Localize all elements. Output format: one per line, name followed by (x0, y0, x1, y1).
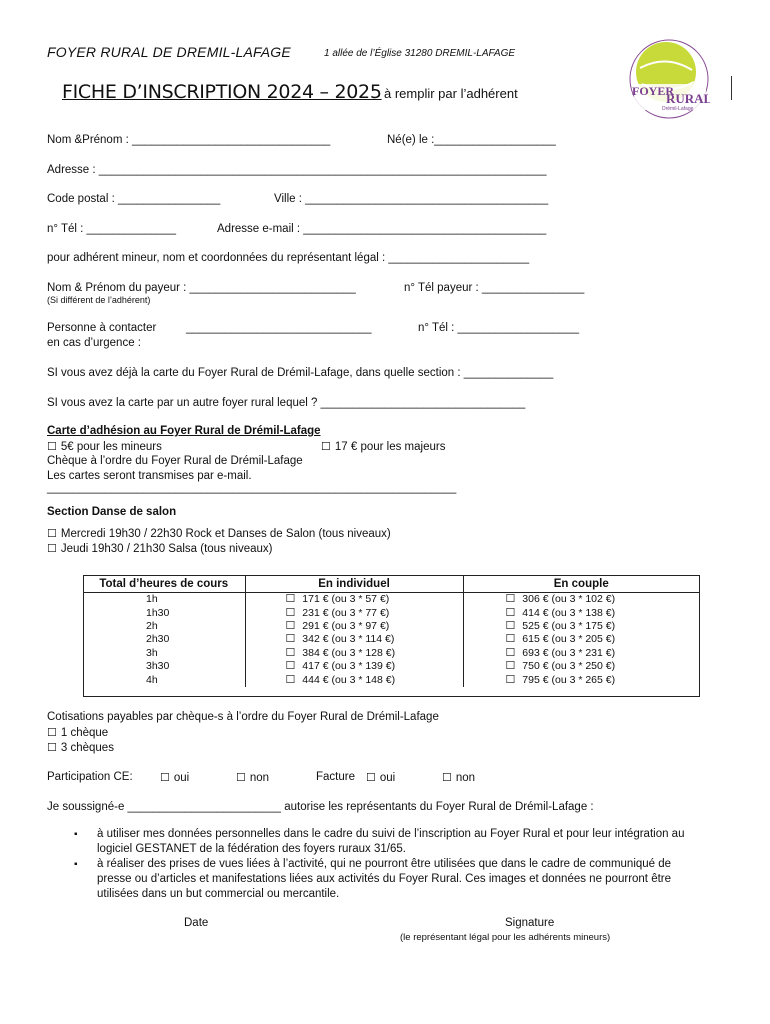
checkbox-icon[interactable]: ☐ (505, 646, 516, 659)
hours-cell: 2h30 (83, 633, 245, 646)
couple-cell[interactable] (463, 606, 699, 619)
table-row (83, 660, 699, 673)
checkbox-icon[interactable]: ☐ (47, 727, 57, 739)
table-row (83, 647, 699, 660)
table-header-row (83, 575, 699, 593)
table-row (83, 606, 699, 619)
section-option-thursday[interactable] (47, 542, 273, 555)
form-title: FICHE D’INSCRIPTION 2024 – 2025 (62, 81, 382, 103)
ce-yes-option[interactable] (160, 771, 189, 784)
three-cheques-label: 3 chèques (60, 742, 114, 754)
cheque-note: Chèque à l’ordre du Foyer Rural de Drémil-Lafage (47, 455, 303, 467)
minor-fee-option[interactable] (47, 440, 162, 453)
payment-line: Cotisations payables par chèque-s à l’ordre du Foyer Rural de Drémil-Lafage (47, 711, 439, 723)
ce-label: Participation CE: (47, 771, 133, 783)
margin-line (731, 76, 732, 100)
checkbox-icon[interactable]: ☐ (236, 772, 246, 784)
invoice-label: Facture (316, 771, 355, 783)
date-label: Date (184, 917, 209, 929)
birthdate-field[interactable]: Né(e) le :___________________ (387, 134, 556, 146)
existing-card-question[interactable]: SI vous avez déjà la carte du Foyer Rural de Drémil-Lafage, dans quelle section : ______________ (47, 367, 554, 379)
hours-cell: 3h30 (83, 660, 245, 673)
checkbox-icon[interactable]: ☐ (47, 543, 57, 555)
email-delivery-note: Les cartes seront transmises par e-mail. (47, 470, 252, 482)
couple-cell[interactable] (463, 620, 699, 633)
section-option-wednesday[interactable] (47, 527, 391, 540)
city-field[interactable]: Ville : ______________________________________ (274, 193, 549, 205)
logo-text-small: Drémil-Lafage (662, 106, 694, 112)
ce-no-label: non (249, 772, 270, 784)
invoice-yes-option[interactable] (366, 771, 395, 784)
individual-cell[interactable] (245, 647, 463, 660)
header-hours: Total d’heures de cours (83, 575, 245, 593)
checkbox-icon[interactable]: ☐ (47, 528, 57, 540)
couple-price: 693 € (ou 3 * 231 €) (522, 646, 616, 659)
individual-price: 342 € (ou 3 * 114 €) (302, 633, 395, 646)
membership-heading: Carte d’adhésion au Foyer Rural de Drémil-Lafage (47, 425, 321, 437)
checkbox-icon[interactable]: ☐ (47, 742, 57, 754)
hours-cell: 1h (83, 593, 245, 607)
form-subtitle: à remplir par l’adhérent (384, 86, 518, 101)
individual-cell[interactable] (245, 606, 463, 619)
couple-price: 795 € (ou 3 * 265 €) (522, 673, 616, 686)
one-cheque-label: 1 chèque (60, 727, 109, 739)
hours-cell: 1h30 (83, 606, 245, 619)
payer-phone-field[interactable]: n° Tél payeur : ________________ (404, 282, 585, 294)
address-field[interactable]: Adresse : ______________________________________________________________________ (47, 164, 547, 176)
couple-cell[interactable] (463, 647, 699, 660)
payer-name-field[interactable]: Nom & Prénom du payeur : __________________________ (47, 282, 356, 294)
couple-cell[interactable] (463, 673, 699, 686)
logo-text-bottom: RURAL (666, 91, 710, 106)
ce-yes-label: oui (173, 772, 190, 784)
couple-price: 525 € (ou 3 * 175 €) (522, 619, 616, 632)
checkbox-icon[interactable]: ☐ (505, 619, 516, 632)
payer-note: (Si différent de l’adhérent) (47, 295, 151, 305)
emergency-contact-label-2: en cas d’urgence : (47, 337, 141, 349)
individual-price: 444 € (ou 3 * 148 €) (302, 673, 396, 686)
hours-cell: 3h (83, 647, 245, 660)
list-item: ▪ à utiliser mes données personnelles dans le cadre du suivi de l’inscription au Foyer Rural et pour leur intégration au logiciel GESTANET de la fédération des foyers ruraux 31/65. (70, 827, 695, 857)
logo-text-top: FOYER (632, 84, 674, 98)
other-foyer-question[interactable]: SI vous avez la carte par un autre foyer rural lequel ? ________________________________ (47, 397, 526, 409)
consent-list (70, 827, 695, 902)
invoice-no-label: non (455, 772, 476, 784)
emergency-contact-label: Personne à contacter (47, 322, 157, 334)
phone-field[interactable]: n° Tél : ______________ (47, 223, 177, 235)
individual-price: 291 € (ou 3 * 97 €) (302, 619, 390, 632)
individual-cell[interactable] (245, 660, 463, 673)
table-row (83, 620, 699, 633)
header-couple: En couple (463, 575, 699, 593)
adult-fee-label: 17 € pour les majeurs (334, 441, 446, 453)
table-row (83, 673, 699, 686)
hours-cell: 2h (83, 620, 245, 633)
consent-intro[interactable]: Je soussigné-e ________________________ autorise les représentants du Foyer Rural de Drémil-Lafage : (47, 801, 594, 813)
checkbox-icon[interactable]: ☐ (285, 619, 296, 632)
couple-cell[interactable] (463, 633, 699, 646)
couple-cell[interactable] (463, 593, 699, 607)
payment-option-1[interactable] (47, 726, 108, 739)
section-heading: Section Danse de salon (47, 506, 177, 518)
checkbox-icon[interactable]: ☐ (321, 441, 331, 453)
postal-code-field[interactable]: Code postal : ________________ (47, 193, 221, 205)
adult-fee-option[interactable] (321, 440, 445, 453)
individual-cell[interactable] (245, 673, 463, 686)
couple-price: 306 € (ou 3 * 102 €) (522, 593, 616, 606)
individual-cell[interactable] (245, 633, 463, 646)
foyer-rural-logo (628, 38, 710, 120)
checkbox-icon[interactable]: ☐ (505, 606, 516, 619)
legal-guardian-field[interactable]: pour adhérent mineur, nom et coordonnées du représentant légal : ______________________ (47, 252, 530, 264)
checkbox-icon[interactable]: ☐ (285, 646, 296, 659)
separator-line: ________________________________________________________________ (47, 482, 457, 494)
emergency-contact-field[interactable]: _____________________________ (186, 322, 372, 334)
checkbox-icon[interactable]: ☐ (285, 606, 296, 619)
signature-note: (le représentant légal pour les adhérents mineurs) (400, 932, 611, 943)
name-field[interactable]: Nom &Prénom : _______________________________ (47, 134, 331, 146)
individual-price: 171 € (ou 3 * 57 €) (302, 593, 390, 606)
list-item: ▪ à réaliser des prises de vues liées à l’activité, qui ne pourront être utilisées que dans le cadre de communiqué de presse ou d’articles et manifestations liées aux activités du Foyer Rural. Ces images et données ne pourront être utilisées dans un but commercial ou mercantile. (70, 857, 695, 902)
individual-price: 417 € (ou 3 * 139 €) (302, 660, 396, 673)
email-field[interactable]: Adresse e-mail : ______________________________________ (217, 223, 547, 235)
checkbox-icon[interactable]: ☐ (442, 772, 452, 784)
hours-cell: 4h (83, 673, 245, 686)
thursday-label: Jeudi 19h30 / 21h30 Salsa (tous niveaux) (60, 543, 273, 555)
org-address: 1 allée de l’Église 31280 DREMIL-LAFAGE (324, 48, 516, 59)
wednesday-label: Mercredi 19h30 / 22h30 Rock et Danses de Salon (tous niveaux) (60, 528, 391, 540)
invoice-no-option[interactable] (442, 771, 475, 784)
checkbox-icon[interactable]: ☐ (285, 633, 296, 646)
individual-price: 384 € (ou 3 * 128 €) (302, 646, 396, 659)
individual-cell[interactable] (245, 593, 463, 607)
checkbox-icon[interactable]: ☐ (285, 673, 296, 686)
couple-cell[interactable] (463, 660, 699, 673)
emergency-phone-field[interactable]: n° Tél : ___________________ (418, 322, 580, 334)
org-name: FOYER RURAL DE DREMIL-LAFAGE (47, 44, 291, 60)
checkbox-icon[interactable]: ☐ (366, 772, 376, 784)
individual-cell[interactable] (245, 620, 463, 633)
checkbox-icon[interactable]: ☐ (505, 633, 516, 646)
couple-price: 750 € (ou 3 * 250 €) (522, 660, 616, 673)
individual-price: 231 € (ou 3 * 77 €) (302, 606, 390, 619)
checkbox-icon[interactable]: ☐ (285, 593, 296, 606)
checkbox-icon[interactable]: ☐ (160, 772, 170, 784)
checkbox-icon[interactable]: ☐ (505, 593, 516, 606)
table-row (83, 593, 699, 607)
payment-option-3[interactable] (47, 741, 114, 754)
header-individual: En individuel (245, 575, 463, 593)
checkbox-icon[interactable]: ☐ (47, 441, 57, 453)
couple-price: 414 € (ou 3 * 138 €) (522, 606, 616, 619)
invoice-yes-label: oui (379, 772, 396, 784)
couple-price: 615 € (ou 3 * 205 €) (522, 633, 616, 646)
ce-no-option[interactable] (236, 771, 269, 784)
checkbox-icon[interactable]: ☐ (505, 660, 516, 673)
table-row (83, 633, 699, 646)
rates-table (83, 575, 699, 687)
checkbox-icon[interactable]: ☐ (505, 673, 516, 686)
minor-fee-label: 5€ pour les mineurs (60, 441, 162, 453)
checkbox-icon[interactable]: ☐ (285, 660, 296, 673)
signature-label: Signature (505, 917, 555, 929)
